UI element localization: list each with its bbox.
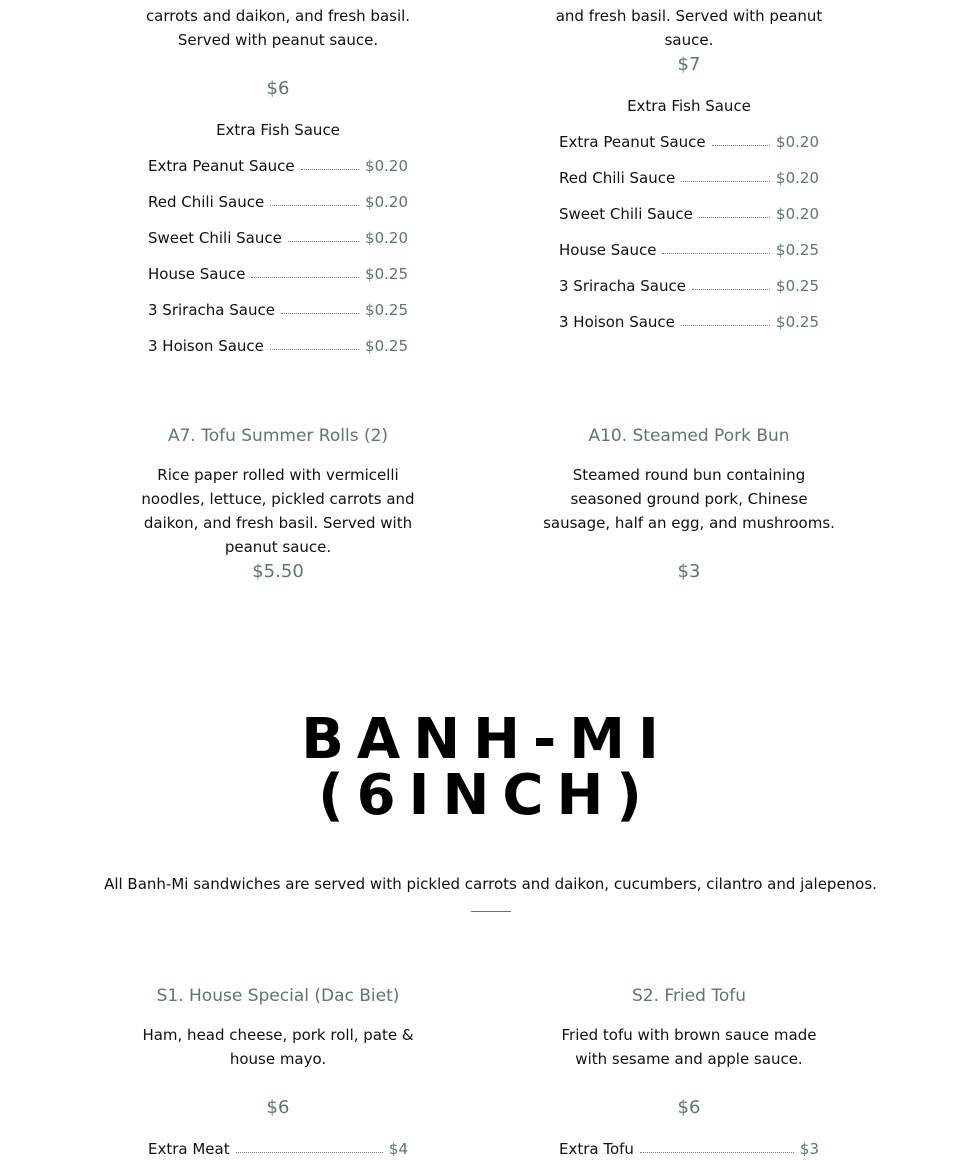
item-price: $6 <box>266 1097 290 1118</box>
item-price: $3 <box>677 561 701 582</box>
item-price: $5.50 <box>252 561 304 582</box>
addon-name: House Sauce <box>148 265 246 283</box>
addon-price: $0.20 <box>776 169 819 187</box>
extra-fish-sauce: Extra Fish Sauce <box>627 97 751 115</box>
item-description: carrots and daikon, and fresh basil. Served with peanut sauce. <box>145 7 411 49</box>
addon-price: $0.25 <box>776 313 819 331</box>
addon-name: Extra Meat <box>148 1140 230 1158</box>
addon-price: $0.25 <box>365 265 408 283</box>
item-description: Rice paper rolled with vermicelli noodles, lettuce, pickled carrots and daikon, and fresh basil. Served with peanut sauce. <box>141 466 415 556</box>
item-price: $6 <box>677 1097 701 1118</box>
addon-price: $0.25 <box>365 337 408 355</box>
addon-row <box>559 1140 819 1160</box>
addon-row <box>148 229 408 249</box>
addon-row <box>559 241 819 261</box>
addon-price: $4 <box>388 1140 408 1158</box>
addon-row <box>148 157 408 177</box>
addon-row <box>148 337 408 357</box>
addon-price: $0.25 <box>365 301 408 319</box>
addon-row <box>559 313 819 333</box>
addon-name: 3 Hoison Sauce <box>148 337 264 355</box>
item-title: S1. House Special (Dac Biet) <box>156 986 400 1006</box>
menu-item-a7 <box>128 426 428 596</box>
addon-name: Red Chili Sauce <box>148 193 265 211</box>
item-description: Ham, head cheese, pork roll, pate & house mayo. <box>142 1026 414 1068</box>
section-title-line2: (6INCH) <box>318 763 655 828</box>
addon-row <box>148 301 408 321</box>
extra-fish-sauce: Extra Fish Sauce <box>216 121 340 139</box>
addon-name: Red Chili Sauce <box>559 169 676 187</box>
addon-row <box>148 193 408 213</box>
addon-price: $0.20 <box>365 229 408 247</box>
addon-row <box>559 133 819 153</box>
addon-name: Extra Peanut Sauce <box>148 157 295 175</box>
section-title-line1: BANH-MI <box>301 707 672 772</box>
addon-name: Sweet Chili Sauce <box>559 205 693 223</box>
addon-price: $0.25 <box>776 241 819 259</box>
menu-item-a10 <box>539 426 839 596</box>
menu-item-s1 <box>128 986 428 1160</box>
addon-name: 3 Hoison Sauce <box>559 313 675 331</box>
menu-item-s2 <box>539 986 839 1160</box>
addon-price: $0.25 <box>776 277 819 295</box>
addon-row <box>559 169 819 189</box>
item-description: Fried tofu with brown sauce made with sesame and apple sauce. <box>561 1026 817 1068</box>
item-title: A7. Tofu Summer Rolls (2) <box>167 426 389 446</box>
addon-row <box>148 1140 408 1160</box>
addon-row <box>559 277 819 297</box>
menu-item-top-left <box>128 0 428 370</box>
item-description: Steamed round bun containing seasoned ground pork, Chinese sausage, half an egg, and mushrooms. <box>543 466 835 532</box>
item-title: S2. Fried Tofu <box>632 986 746 1006</box>
section-subtitle: All Banh-Mi sandwiches are served with pickled carrots and daikon, cucumbers, cilantro and jalepenos. <box>104 875 877 893</box>
addon-name: 3 Sriracha Sauce <box>559 277 686 295</box>
addon-row <box>559 205 819 225</box>
addon-price: $0.20 <box>365 193 408 211</box>
item-price: $6 <box>266 78 290 99</box>
section-divider <box>471 911 511 912</box>
addon-price: $0.20 <box>776 133 819 151</box>
section-title <box>0 707 973 828</box>
item-title: A10. Steamed Pork Bun <box>588 426 790 446</box>
addon-price: $0.20 <box>365 157 408 175</box>
addon-name: 3 Sriracha Sauce <box>148 301 275 319</box>
addon-row <box>148 265 408 285</box>
addon-name: Extra Tofu <box>559 1140 634 1158</box>
menu-item-top-right <box>539 0 839 350</box>
addon-price: $0.20 <box>776 205 819 223</box>
addon-price: $3 <box>799 1140 819 1158</box>
addon-name: House Sauce <box>559 241 657 259</box>
addon-name: Extra Peanut Sauce <box>559 133 706 151</box>
item-price: $7 <box>677 54 701 75</box>
item-description: and fresh basil. Served with peanut sauce. <box>555 7 823 49</box>
addon-name: Sweet Chili Sauce <box>148 229 282 247</box>
